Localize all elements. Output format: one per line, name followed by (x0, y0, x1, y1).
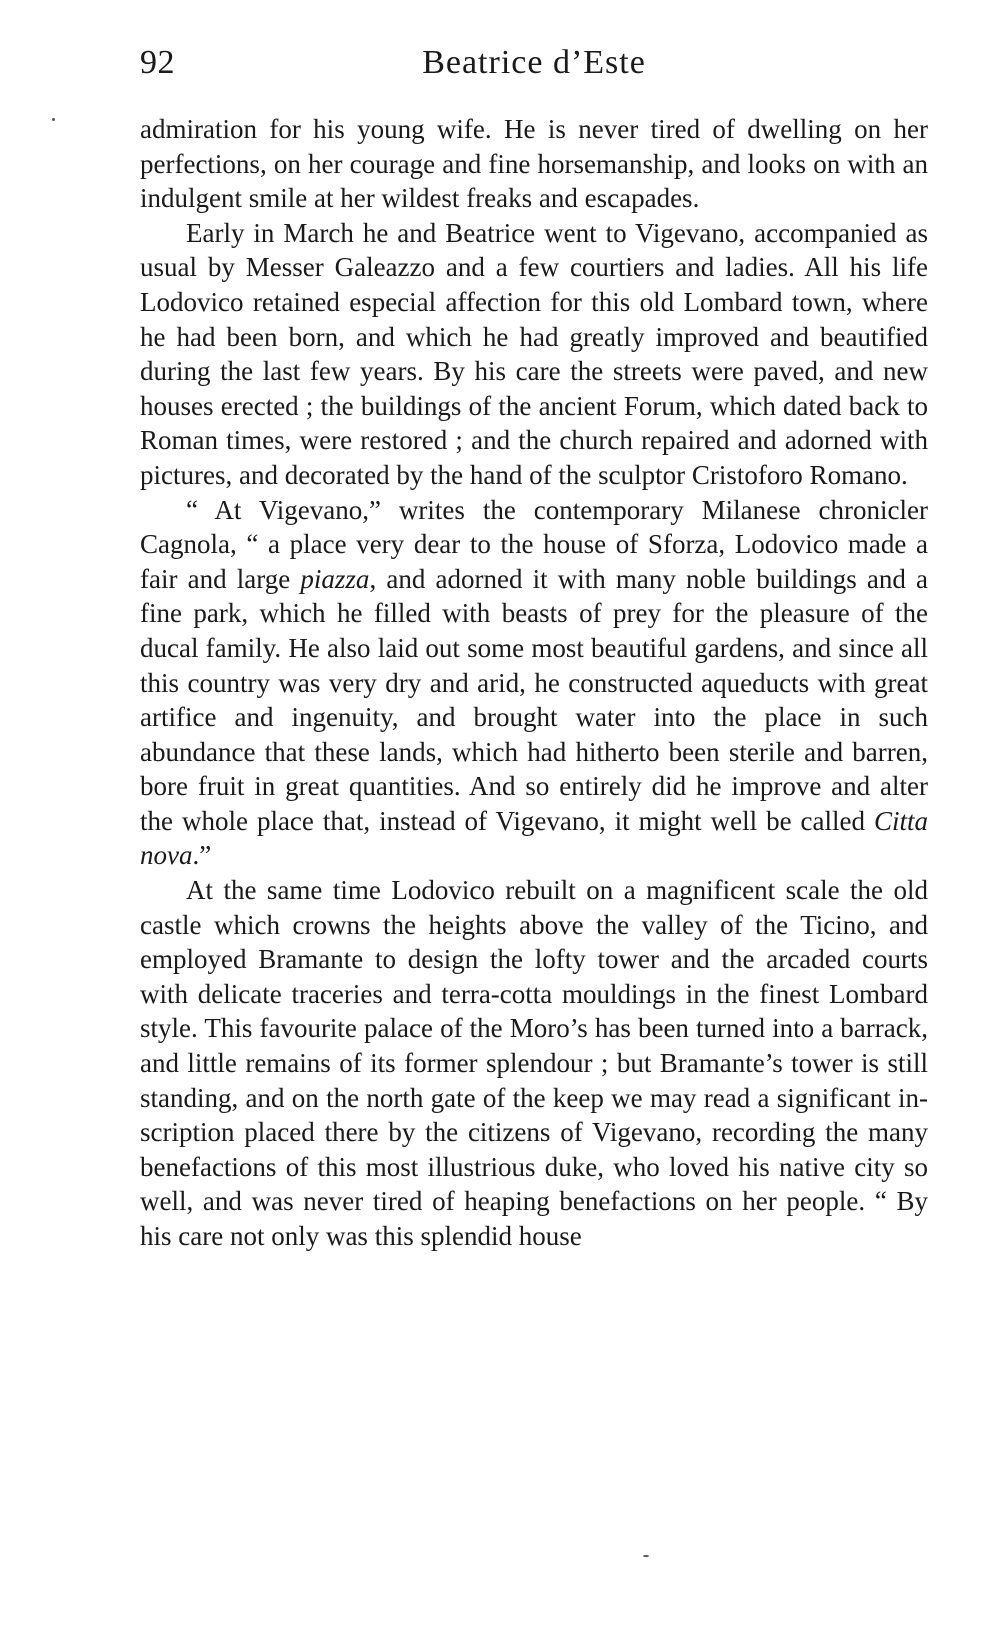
page-number: 92 (140, 44, 175, 81)
paragraph (140, 112, 928, 216)
italic-text: piazza (300, 563, 370, 594)
running-title: Beatrice d’Este (422, 44, 646, 81)
paragraph-text: At the same time Lodovico rebuilt on a magnificent scale the old castle which crowns the heights above the valley of the Ticino, and employed Bramante to design the lofty tower and the arcaded courts with delicate traceries and terra-cotta mouldings in the finest Lombard style. This favourite palace of the Moro’s has been turned into a barrack, and little remains of its former splendour ; but Bramante’s tower is still standing, and on the north gate of the keep we may read a significant inscription placed there by the citizens of Vigevano, recording the many benefactions of this most illustrious duke, who loved his native city so well, and was never tired of heaping benefactions on her people. “ By his care not only was this splendid house (140, 875, 928, 1251)
page-header (140, 44, 928, 88)
italic-text: Citta nova (140, 805, 928, 871)
paragraph-text: admiration for his young wife. He is never tired of dwelling on her perfections, on her courage and fine horsemanship, and looks on with an indulgent smile at her wildest freaks and escapades. (140, 114, 928, 214)
paragraph (140, 873, 928, 1254)
paragraph-text: .” (192, 840, 212, 871)
paragraph-text: , and adorned it with many noble buildings and a fine park, which he filled with beasts of prey for the pleasure of the ducal family. He also laid out some most beautiful gardens, and since all this country was very dry and arid, he constructed aqueducts with great artifice and ingenuity, and brought water into the place in such abundance that these lands, which had hitherto been sterile and barren, bore fruit in great quantities. And so entirely did he improve and alter the whole place that, instead of Vigevano, it might well be called (140, 563, 928, 836)
paragraph-text: Early in March he and Beatrice went to Vigevano, accompanied as usual by Messer Galeazzo and a few courtiers and ladies. All his life Lodovico retained especial affection for this old Lombard town, where he had been born, and which he had greatly improved and beautified during the last few years. By his care the streets were paved, and new houses erected ; the buildings of the ancient Forum, which dated back to Roman times, were restored ; and the church repaired and adorned with pictures, and decorated by the hand of the sculptor Cristoforo Romano. (140, 217, 928, 490)
scan-speck (52, 118, 55, 121)
scan-speck (643, 1555, 649, 1557)
body-text (140, 112, 928, 1254)
paragraph-text: “ At Vigevano,” writes the contemporary Milanese chronicler Cagnola, “ a place very dear to the house of Sforza, Lodovico made a fair and large (140, 494, 928, 594)
paragraph (140, 493, 928, 874)
paragraph (140, 216, 928, 493)
